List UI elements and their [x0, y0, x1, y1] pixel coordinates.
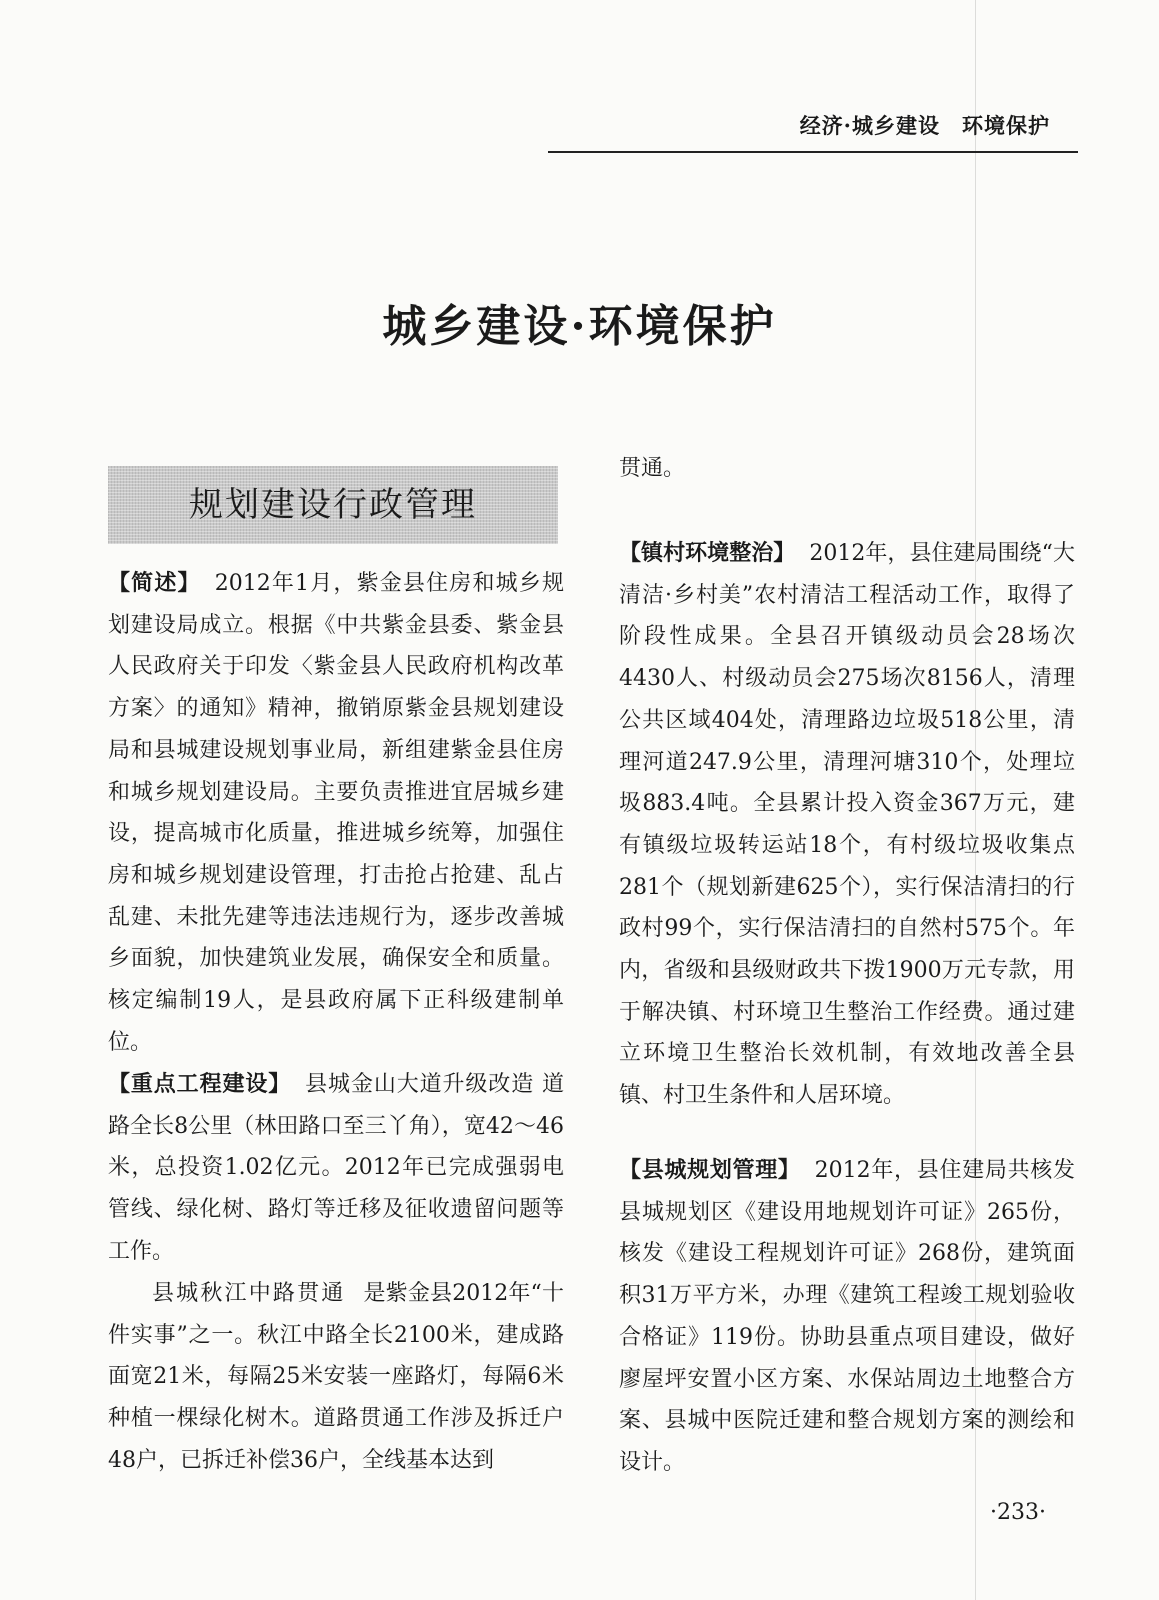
running-header-section: 经济·城乡建设: [799, 113, 940, 138]
paragraph-key-projects: [108, 1064, 564, 1273]
paragraph-text: 2012年1月，紫金县住房和城乡规划建设局成立。根据《中共紫金县委、紫金县人民政府关于印发〈紫金县人民政府机构改革方案〉的通知》精神，撤销原紫金县规划建设局和县城建设规划事业局，新组建紫金县住房和城乡规划建设局。主要负责推进宜居城乡建设，提高城市化质量，推进城乡统筹，加强住房和城乡规划建设管理，打击抢占抢建、乱占乱建、未批先建等违法违规行为，逐步改善城乡面貌，加快建筑业发展，确保安全和质量。核定编制19人，是县政府属下正科级建制单位。: [108, 571, 564, 1055]
paragraph-subhead: 县城秋江中路贯通: [152, 1281, 346, 1306]
paragraph-county-planning: [619, 1150, 1075, 1484]
paragraph-text: 贯通。: [619, 456, 686, 481]
paragraph-text: 2012年，县住建局共核发县城规划区《建设用地规划许可证》265份，核发《建设工程规划许可证》268份，建筑面积31万平方米，办理《建筑工程竣工规划验收合格证》119份。协助县重点项目建设，做好廖屋坪安置小区方案、水保站周边土地整合方案、县城中医院迁建和整合规划方案的测绘和设计。: [619, 1158, 1075, 1475]
page-number: ·233·: [990, 1500, 1046, 1525]
paragraph-text: 2012年，县住建局围绕“大清洁·乡村美”农村清洁工程活动工作，取得了阶段性成果。全县召开镇级动员会28场次4430人、村级动员会275场次8156人，清理公共区域404处，清理路边垃圾518公里，清理河道247.9公里，清理河塘310个，处理垃圾883.4吨。全县累计投入资金367万元，建有镇级垃圾转运站18个，有村级垃圾收集点281个（规划新建625个），实行保洁清扫的行政村99个，实行保洁清扫的自然村575个。年内，省级和县级财政共下拨1900万元专款，用于解决镇、村环境卫生整治工作经费。通过建立环境卫生整治长效机制，有效地改善全县镇、村卫生条件和人居环境。: [619, 541, 1075, 1109]
chapter-title: 城乡建设·环境保护: [382, 301, 777, 352]
paragraph-text: 县城金山大道升级改造 道路全长8公里（林田路口至三丫角），宽42～46米，总投资1.02亿元。2012年已完成强弱电管线、绿化树、路灯等迁移及征收遗留问题等工作。: [108, 1072, 564, 1264]
section-banner: 规划建设行政管理: [108, 466, 558, 544]
running-header: [548, 110, 1078, 140]
paragraph-qiujiang-road: [108, 1273, 564, 1482]
paragraph-tag: 【县城规划管理】: [619, 1157, 801, 1183]
paragraph-tag: 【镇村环境整治】: [619, 540, 796, 566]
paragraph-tag: 【重点工程建设】: [108, 1071, 292, 1097]
paragraph-tag: 【简述】: [108, 570, 201, 596]
paragraph-continuation: [619, 448, 1075, 490]
paragraph-text: 是紫金县2012年“十件实事”之一。秋江中路全长2100米，建成路面宽21米，每隔25米安装一座路灯，每隔6米种植一棵绿化树木。道路贯通工作涉及拆迁户48户，已拆迁补偿36户，全线基本达到: [108, 1281, 564, 1473]
paragraph-village-environment: [619, 533, 1075, 1117]
running-header-subsection: 环境保护: [962, 113, 1050, 138]
paragraph-overview: [108, 563, 564, 1063]
header-rule: [548, 151, 1078, 153]
